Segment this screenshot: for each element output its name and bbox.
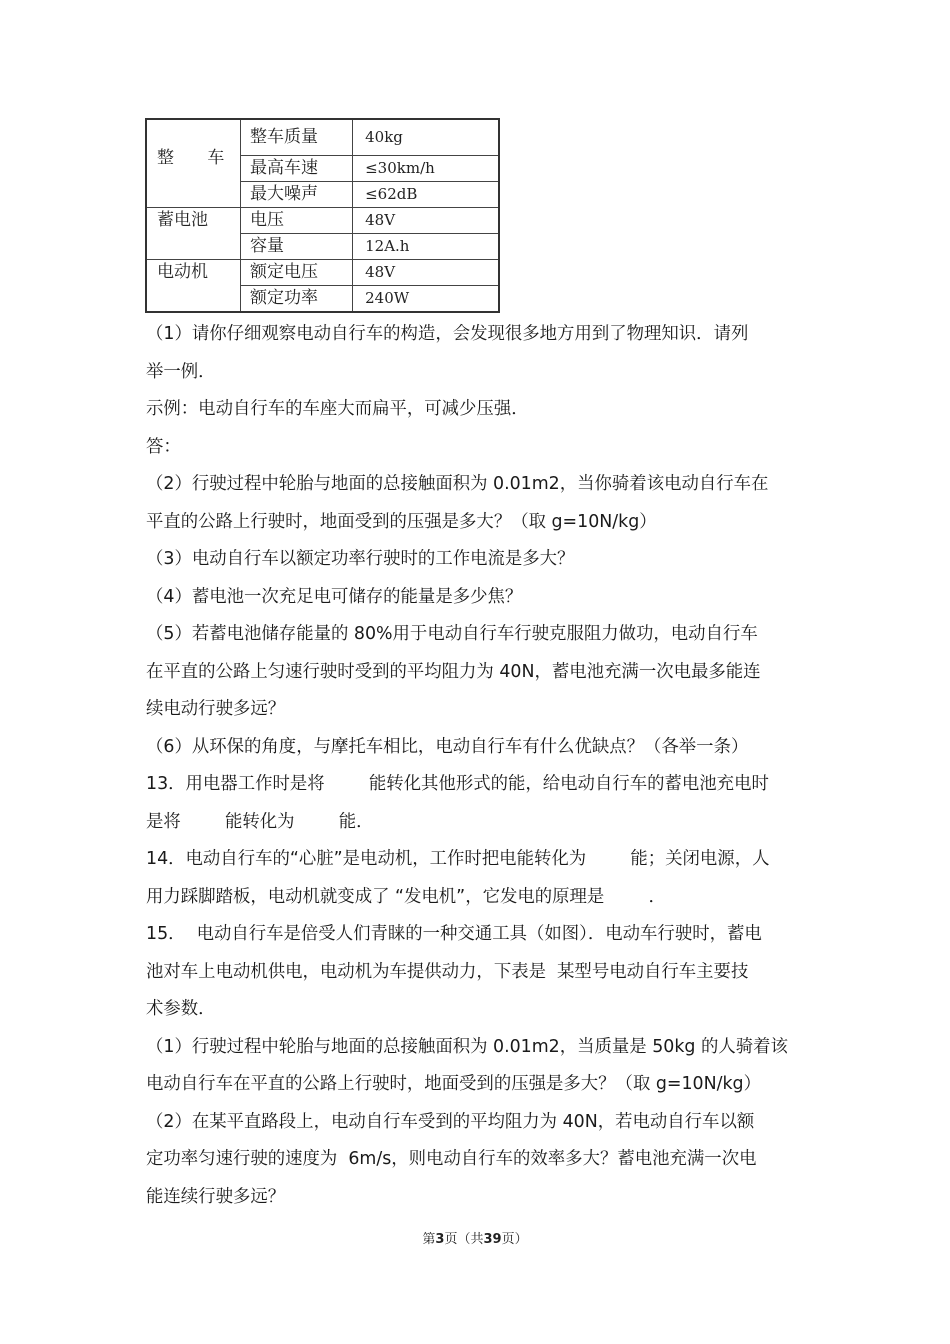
spec-value: 12A.h bbox=[353, 233, 499, 259]
text-line: 在平直的公路上匀速行驶时受到的平均阻力为 40N，蓄电池充满一次电最多能连 bbox=[146, 661, 761, 682]
text-line: 用力踩脚踏板，电动机就变成了 “发电机”，它发电的原理是 ． bbox=[146, 886, 666, 907]
text-line: 池对车上电动机供电，电动机为车提供动力，下表是 某型号电动自行车主要技 bbox=[146, 961, 749, 982]
text-line: （2）在某平直路段上，电动自行车受到的平均阻力为 40N，若电动自行车以额 bbox=[146, 1111, 755, 1132]
spec-label: 额定功率 bbox=[240, 285, 352, 312]
text-line: 13．用电器工作时是将 能转化其他形式的能，给电动自行车的蓄电池充电时 bbox=[146, 774, 769, 794]
text-line: （1）请你仔细观察电动自行车的构造，会发现很多地方用到了物理知识．请列 bbox=[146, 324, 749, 344]
text-line: 电动自行车在平直的公路上行驶时，地面受到的压强是多大？（取 g=10N/kg） bbox=[146, 1074, 761, 1094]
spec-label: 电压 bbox=[240, 207, 352, 233]
text-line: 15． 电动自行车是倍受人们青睐的一种交通工具（如图）．电动车行驶时，蓄电 bbox=[146, 924, 762, 944]
spec-label: 最高车速 bbox=[240, 155, 352, 181]
spec-table bbox=[145, 118, 500, 313]
text-line: 答： bbox=[146, 436, 181, 457]
page-footer bbox=[0, 1228, 950, 1247]
footer-prefix: 第 bbox=[422, 1232, 436, 1247]
text-line: （4）蓄电池一次充足电可储存的能量是多少焦？ bbox=[146, 586, 523, 607]
text-line: （3）电动自行车以额定功率行驶时的工作电流是多大？ bbox=[146, 549, 575, 569]
group-battery: 蓄电池 bbox=[146, 207, 240, 259]
page-number: 3 bbox=[435, 1232, 445, 1247]
spec-label: 容量 bbox=[240, 233, 352, 259]
spec-value: ≤62dB bbox=[353, 181, 499, 207]
text-line: （2）行驶过程中轮胎与地面的总接触面积为 0.01m2，当你骑着该电动自行车在 bbox=[146, 474, 769, 494]
text-line: 举一例． bbox=[146, 361, 216, 382]
footer-suffix: 页） bbox=[501, 1232, 528, 1247]
text-line: 术参数． bbox=[146, 999, 216, 1019]
text-line: 示例：电动自行车的车座大而扁平，可减少压强． bbox=[146, 399, 529, 419]
spec-value: 48V bbox=[353, 207, 499, 233]
spec-label: 最大噪声 bbox=[240, 181, 352, 207]
question-text bbox=[146, 316, 811, 1216]
spec-value: 240W bbox=[353, 285, 499, 312]
text-line: 能连续行驶多远？ bbox=[146, 1186, 286, 1207]
spec-value: ≤30km/h bbox=[353, 155, 499, 181]
text-line: 是将 能转化为 能． bbox=[146, 811, 374, 832]
footer-mid: 页（共 bbox=[444, 1232, 484, 1247]
spec-value: 48V bbox=[353, 259, 499, 285]
spec-value: 40kg bbox=[353, 119, 499, 155]
spec-label: 额定电压 bbox=[240, 259, 352, 285]
group-vehicle: 整 车 bbox=[146, 119, 240, 207]
text-line: 定功率匀速行驶的速度为 6m/s，则电动自行车的效率多大？蓄电池充满一次电 bbox=[146, 1149, 757, 1169]
text-line: （6）从环保的角度，与摩托车相比，电动自行车有什么优缺点？（各举一条） bbox=[146, 736, 749, 757]
text-line: 平直的公路上行驶时，地面受到的压强是多大？（取 g=10N/kg） bbox=[146, 511, 657, 532]
text-line: 续电动行驶多远？ bbox=[146, 699, 286, 719]
page-total: 39 bbox=[483, 1232, 502, 1247]
group-motor: 电动机 bbox=[146, 259, 240, 312]
spec-label: 整车质量 bbox=[240, 119, 352, 155]
text-line: （5）若蓄电池储存能量的 80%用于电动自行车行驶克服阻力做功，电动自行车 bbox=[146, 624, 758, 644]
text-line: （1）行驶过程中轮胎与地面的总接触面积为 0.01m2，当质量是 50kg 的人骑着该 bbox=[146, 1036, 788, 1057]
text-line: 14．电动自行车的“心脏”是电动机，工作时把电能转化为 能；关闭电源，人 bbox=[146, 849, 770, 869]
